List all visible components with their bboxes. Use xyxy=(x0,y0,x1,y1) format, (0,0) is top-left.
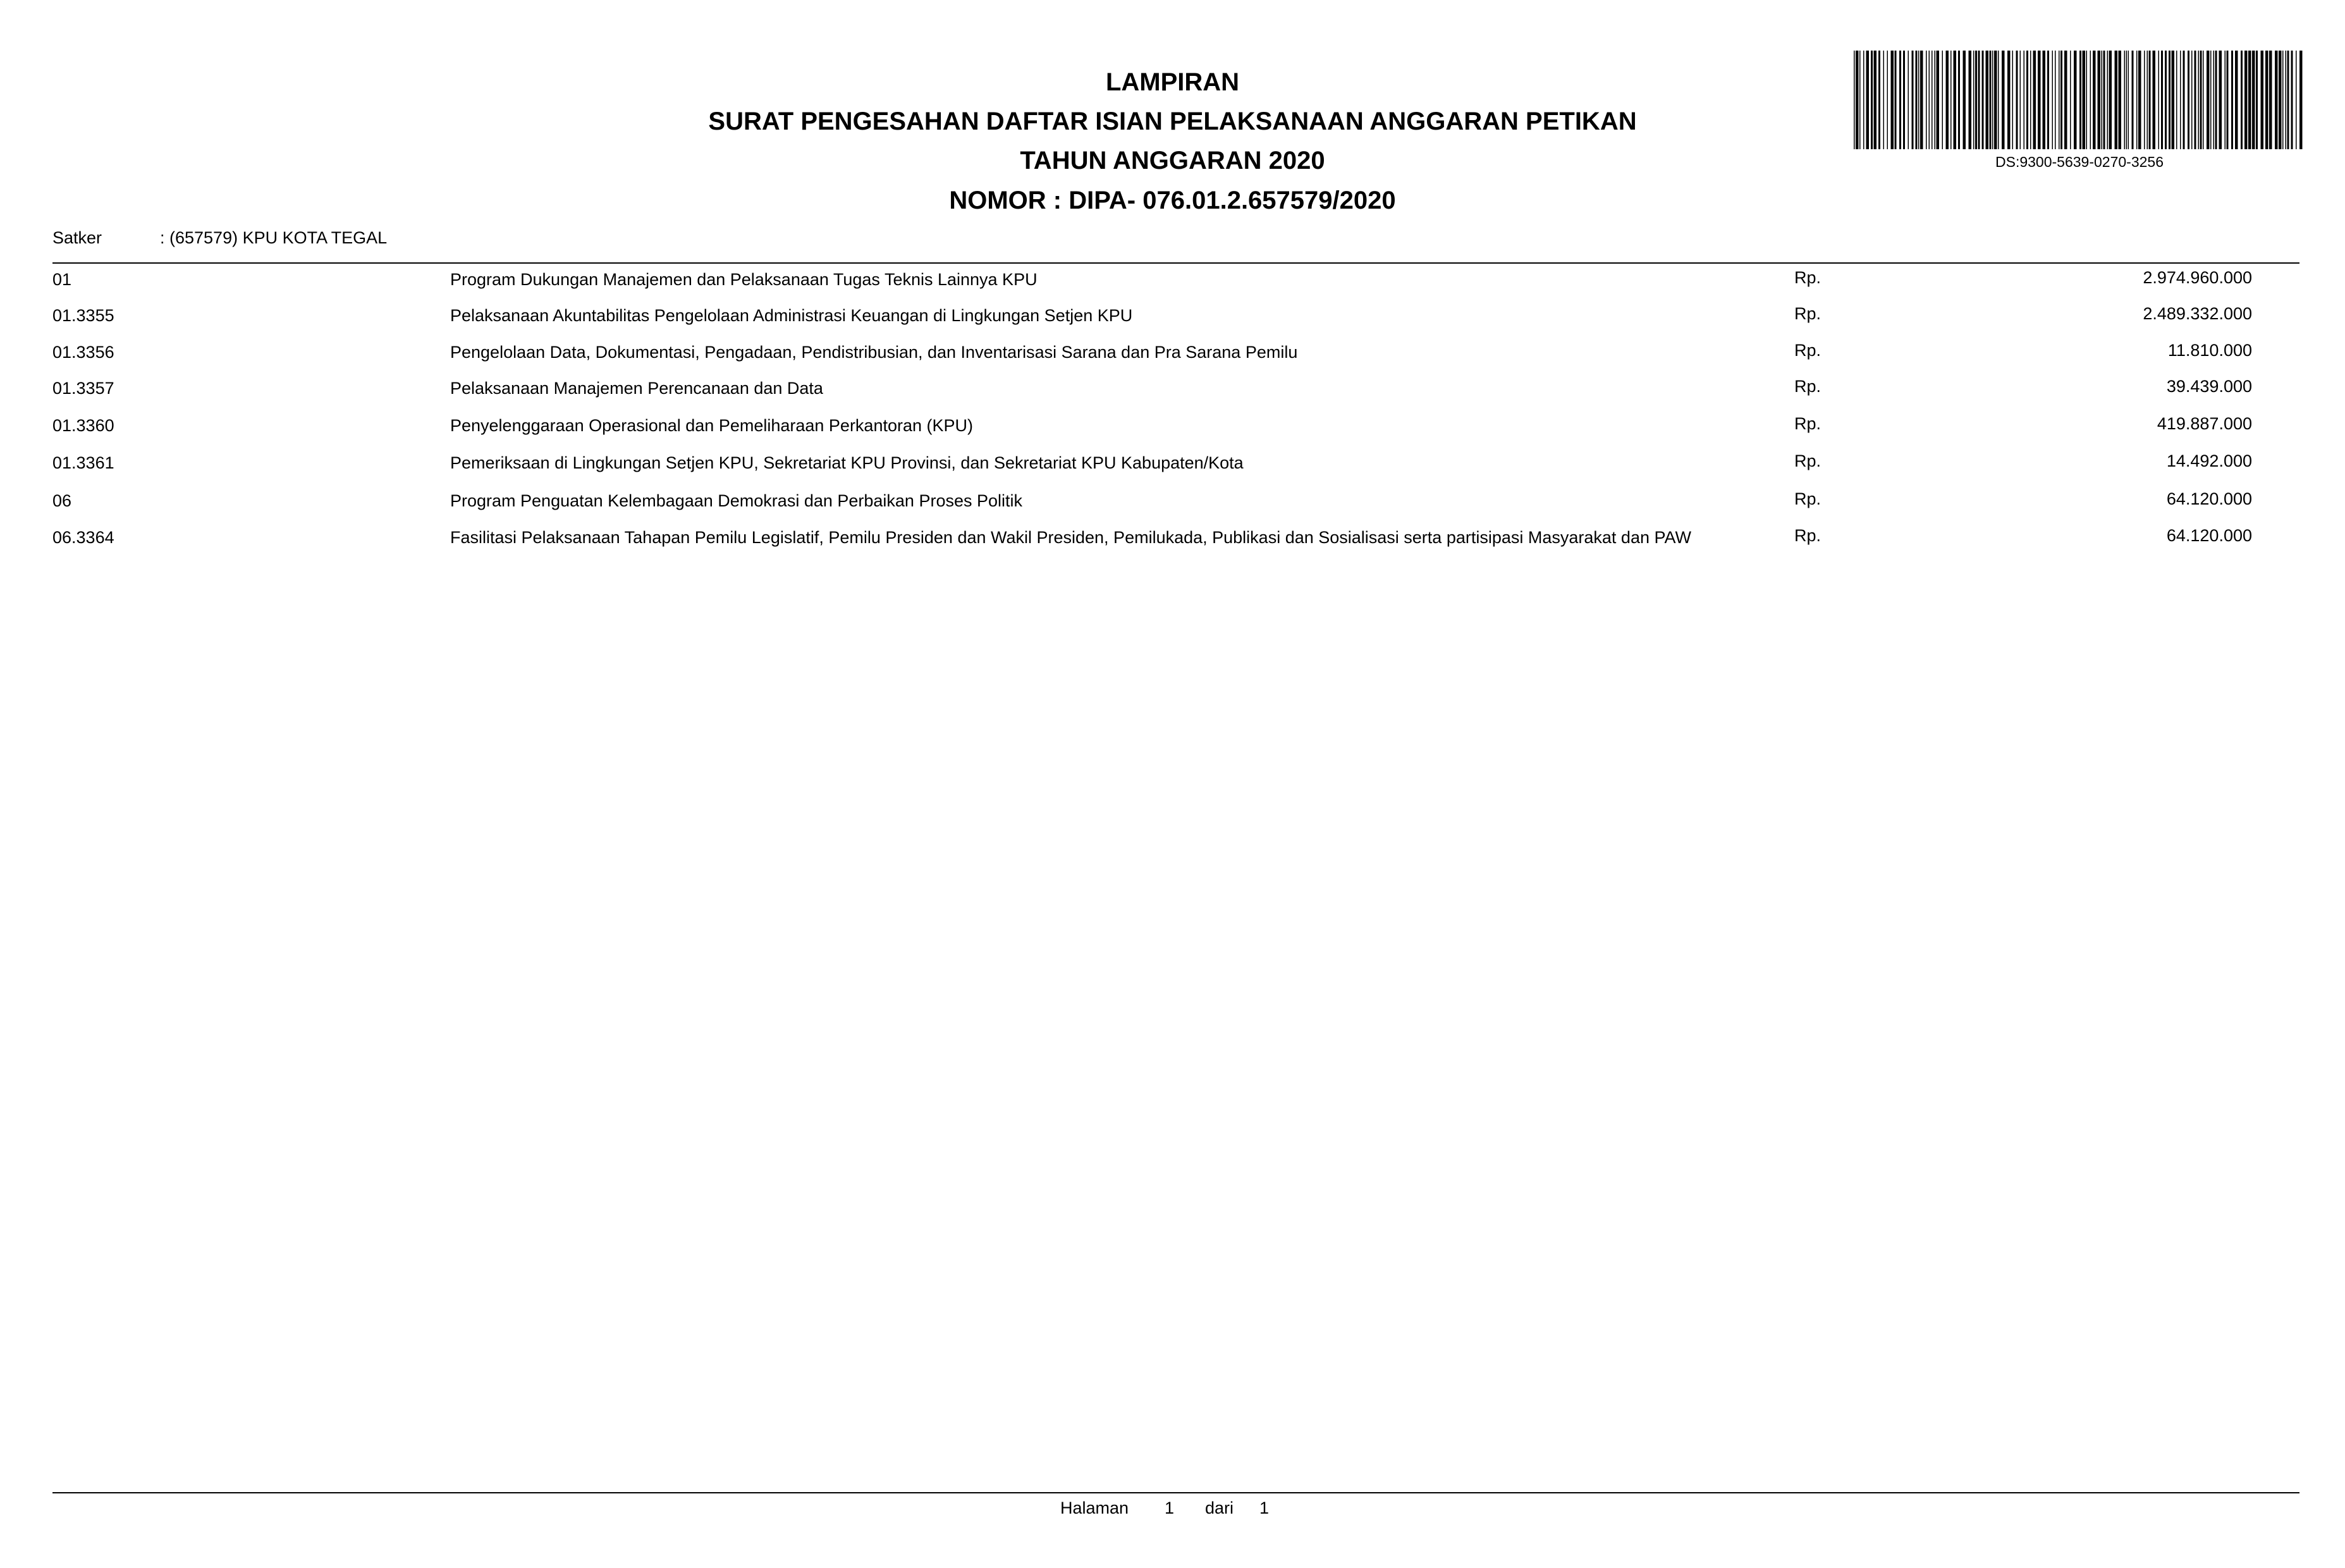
row-currency: Rp. xyxy=(1794,304,1822,323)
row-description: Pengelolaan Data, Dokumentasi, Pengadaan, Pendistribusian, dan Inventarisasi Sarana dan Pra Sarana Pemilu xyxy=(450,343,1298,362)
row-amount: 419.887.000 xyxy=(2157,414,2252,433)
row-amount: 2.489.332.000 xyxy=(2143,304,2252,323)
row-description: Pemeriksaan di Lingkungan Setjen KPU, Sekretariat KPU Provinsi, dan Sekretariat KPU Kabupaten/Kota xyxy=(450,453,1244,472)
row-description: Fasilitasi Pelaksanaan Tahapan Pemilu Legislatif, Pemilu Presiden dan Wakil Presiden, Pemilukada, Publikasi dan Sosialisasi serta partisipasi Masyarakat dan PAW xyxy=(450,528,1691,547)
bottom-divider xyxy=(52,1492,2299,1493)
row-currency: Rp. xyxy=(1794,268,1822,287)
row-description: Pelaksanaan Akuntabilitas Pengelolaan Administrasi Keuangan di Lingkungan Setjen KPU xyxy=(450,306,1133,325)
row-amount: 11.810.000 xyxy=(2167,341,2252,360)
row-currency: Rp. xyxy=(1794,377,1822,396)
header-title-lampiran: LAMPIRAN xyxy=(1105,68,1240,96)
header-title-surat: SURAT PENGESAHAN DAFTAR ISIAN PELAKSANAAN ANGGARAN PETIKAN xyxy=(708,107,1637,135)
header-title-tahun: TAHUN ANGGARAN 2020 xyxy=(1020,147,1325,175)
row-code: 01.3357 xyxy=(52,379,114,398)
satker-label: Satker xyxy=(52,228,102,247)
row-currency: Rp. xyxy=(1794,451,1822,470)
footer-page-total: 1 xyxy=(1259,1498,1270,1517)
row-amount: 14.492.000 xyxy=(2166,451,2252,470)
barcode-text: DS:9300-5639-0270-3256 xyxy=(1995,154,2164,170)
top-divider xyxy=(52,262,2299,264)
row-currency: Rp. xyxy=(1794,341,1822,360)
row-currency: Rp. xyxy=(1794,526,1822,545)
row-description: Pelaksanaan Manajemen Perencanaan dan Data xyxy=(450,379,823,398)
row-description: Program Dukungan Manajemen dan Pelaksanaan Tugas Teknis Lainnya KPU xyxy=(450,270,1038,289)
row-amount: 64.120.000 xyxy=(2166,489,2252,508)
barcode-image xyxy=(1854,51,2305,149)
row-amount: 2.974.960.000 xyxy=(2143,268,2252,287)
row-currency: Rp. xyxy=(1794,489,1822,508)
row-amount: 39.439.000 xyxy=(2166,377,2252,396)
footer-of-label: dari xyxy=(1205,1498,1234,1517)
row-code: 01.3355 xyxy=(52,306,114,325)
row-code: 01.3360 xyxy=(52,416,114,435)
row-currency: Rp. xyxy=(1794,414,1822,433)
satker-value: : (657579) KPU KOTA TEGAL xyxy=(160,228,388,247)
row-description: Penyelenggaraan Operasional dan Pemeliharaan Perkantoran (KPU) xyxy=(450,416,974,435)
row-code: 06 xyxy=(52,491,72,510)
header-title-nomor: NOMOR : DIPA- 076.01.2.657579/2020 xyxy=(949,187,1396,214)
row-code: 01 xyxy=(52,270,72,289)
row-code: 01.3361 xyxy=(52,453,114,472)
footer-page-label: Halaman xyxy=(1060,1498,1129,1517)
footer-page-number: 1 xyxy=(1165,1498,1175,1517)
row-description: Program Penguatan Kelembagaan Demokrasi dan Perbaikan Proses Politik xyxy=(450,491,1023,510)
row-code: 01.3356 xyxy=(52,343,114,362)
row-code: 06.3364 xyxy=(52,528,114,547)
row-amount: 64.120.000 xyxy=(2166,526,2252,545)
